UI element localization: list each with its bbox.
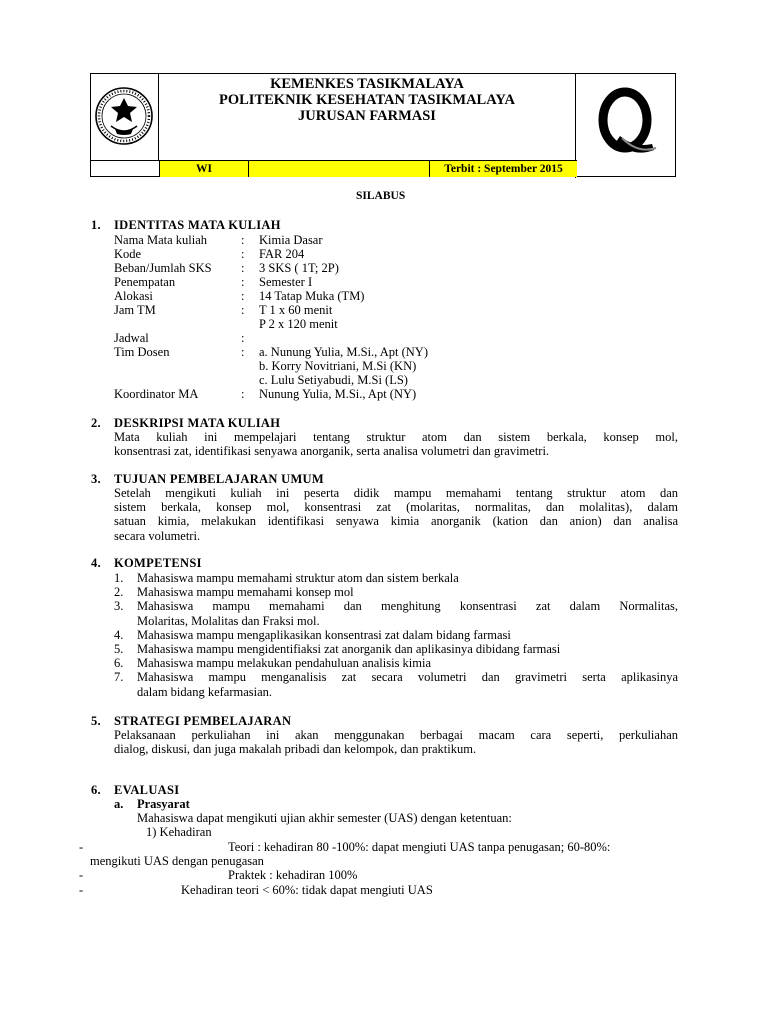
s6-sub-letter: a.: [114, 797, 124, 811]
id-value: c. Lulu Setiyabudi, M.Si (LS): [259, 373, 408, 387]
s3-title: TUJUAN PEMBELAJARAN UMUM: [114, 472, 324, 486]
s6-intro: Mahasiswa dapat mengikuti ujian akhir semester (UAS) dengan ketentuan:: [137, 811, 512, 825]
id-label: Jadwal: [114, 331, 149, 345]
id-sep: :: [241, 233, 245, 247]
list-item: [137, 670, 678, 684]
dash-bullet: -: [79, 840, 84, 854]
list-item: Mahasiswa mampu memahami struktur atom dan sistem berkala: [137, 571, 459, 585]
id-sep: :: [241, 331, 245, 345]
s2-line-2: konsentrasi zat, identifikasi senyawa anorganik, serta analisa volumetri dan gravimetri.: [114, 444, 550, 459]
s6-item-1: 1) Kehadiran: [146, 825, 212, 839]
list-item-number: 2.: [114, 585, 124, 599]
id-sep: :: [241, 247, 245, 261]
list-item-number: 7.: [114, 670, 124, 684]
id-label: Kode: [114, 247, 142, 261]
id-label: Jam TM: [114, 303, 156, 317]
s5-title: STRATEGI PEMBELAJARAN: [114, 714, 292, 728]
s6-sub-title: Prasyarat: [137, 797, 190, 811]
list-item-line: dalam bidang kefarmasian.: [137, 685, 273, 699]
s3-line-1: Setelah mengikuti kuliah ini peserta didik mampu memahami tentang struktur atom dan: [114, 486, 678, 500]
s2-line-1: Mata kuliah ini mempelajari tentang struktur atom dan sistem berkala, konsep mol,: [114, 430, 678, 444]
s2-title: DESKRIPSI MATA KULIAH: [114, 416, 281, 430]
id-value: FAR 204: [259, 247, 305, 261]
s6-title: EVALUASI: [114, 783, 180, 797]
id-value: P 2 x 120 menit: [259, 317, 338, 331]
list-item: Mahasiswa mampu melakukan pendahuluan analisis kimia: [137, 656, 432, 670]
id-sep: :: [241, 303, 245, 317]
s5-line-1: Pelaksanaan perkuliahan ini akan menggunakan berbagai macam cara seperti, perkuliahan: [114, 728, 678, 742]
kemenkes-seal-icon: [91, 74, 157, 158]
s3-line-4: secara volumetri.: [114, 528, 201, 543]
list-item: Mahasiswa mampu mengidentifiaksi zat anorganik dan aplikasinya dibidang farmasi: [137, 642, 561, 656]
s5-line-2: dialog, diskusi, dan juga makalah pribadi dan kelompok, dan praktikum.: [114, 742, 477, 757]
s4-num: 4.: [91, 556, 101, 570]
s5-num: 5.: [91, 714, 101, 728]
id-sep: :: [241, 275, 245, 289]
id-label: Penempatan: [114, 275, 176, 289]
s3-num: 3.: [91, 472, 101, 486]
s3-paragraph: [114, 486, 678, 543]
s6-teori-cont: mengikuti UAS dengan penugasan: [90, 854, 264, 868]
s3-line-3: satuan kimia, melakukan identifikasi senyawa kimia anorganik (kation dan anion) dan analisa: [114, 514, 678, 529]
id-value: Semester I: [259, 275, 313, 289]
id-label: Beban/Jumlah SKS: [114, 261, 212, 275]
list-item-number: 4.: [114, 628, 124, 642]
id-label: Koordinator MA: [114, 387, 199, 401]
id-sep: :: [241, 289, 245, 303]
s6-num: 6.: [91, 783, 101, 797]
id-sep: :: [241, 261, 245, 275]
header-band: [91, 160, 577, 178]
dash-bullet: -: [79, 868, 84, 882]
header-line-1: KEMENKES TASIKMALAYA: [270, 76, 464, 92]
quality-logo-cell: [575, 74, 675, 178]
doc-title: SILABUS: [356, 190, 406, 202]
list-item-line: Mahasiswa mampu menganalisis zat secara volumetri dan gravimetri serta aplikasinya: [137, 670, 678, 684]
s3-line-2: sistem berkala, konsep mol, konsentrasi zat (molaritas, normalitas, dan molalitas), dalam: [114, 500, 678, 515]
s4-title: KOMPETENSI: [114, 556, 202, 570]
s1-title: IDENTITAS MATA KULIAH: [114, 218, 281, 232]
id-value: 14 Tatap Muka (TM): [259, 289, 365, 303]
s1-num: 1.: [91, 218, 101, 232]
list-item: Mahasiswa mampu mengaplikasikan konsentrasi zat dalam bidang farmasi: [137, 628, 511, 642]
terbit-label: Terbit : September 2015: [429, 161, 577, 177]
list-item-number: 5.: [114, 642, 124, 656]
header-title-block: [159, 74, 575, 160]
list-item-line: Mahasiswa mampu memahami dan menghitung konsentrasi zat dalam Normalitas,: [137, 599, 678, 613]
id-value: Kimia Dasar: [259, 233, 323, 247]
list-item-number: 3.: [114, 599, 124, 613]
id-value: 3 SKS ( 1T; 2P): [259, 261, 339, 275]
id-label: Nama Mata kuliah: [114, 233, 208, 247]
id-value: a. Nunung Yulia, M.Si., Apt (NY): [259, 345, 428, 359]
s2-paragraph: [114, 430, 678, 458]
id-label: Tim Dosen: [114, 345, 170, 359]
id-sep: :: [241, 345, 245, 359]
id-value: b. Korry Novitriani, M.Si (KN): [259, 359, 417, 373]
list-item-number: 6.: [114, 656, 124, 670]
list-item: Mahasiswa mampu memahami konsep mol: [137, 585, 354, 599]
list-item: [137, 599, 678, 613]
header-line-3: JURUSAN FARMASI: [298, 108, 436, 124]
id-value: Nunung Yulia, M.Si., Apt (NY): [259, 387, 417, 401]
dash-bullet: -: [79, 883, 84, 897]
id-label: Alokasi: [114, 289, 153, 303]
s5-paragraph: [114, 728, 678, 756]
s6-praktek: Praktek : kehadiran 100%: [228, 868, 358, 882]
document-header: [90, 73, 676, 177]
list-item-line: Molaritas, Molalitas dan Fraksi mol.: [137, 614, 320, 628]
list-item-number: 1.: [114, 571, 124, 585]
s2-num: 2.: [91, 416, 101, 430]
logo-cell: [91, 74, 159, 160]
wi-label: WI: [159, 161, 249, 177]
id-sep: :: [241, 387, 245, 401]
id-value: T 1 x 60 menit: [259, 303, 333, 317]
header-line-2: POLITEKNIK KESEHATAN TASIKMALAYA: [219, 92, 515, 108]
quality-q-icon: [576, 74, 674, 174]
band-blank: [249, 161, 429, 177]
s6-kurang: Kehadiran teori < 60%: tidak dapat mengiuti UAS: [181, 883, 433, 897]
s6-teori: Teori : kehadiran 80 -100%: dapat mengiuti UAS tanpa penugasan; 60-80%:: [228, 840, 611, 854]
